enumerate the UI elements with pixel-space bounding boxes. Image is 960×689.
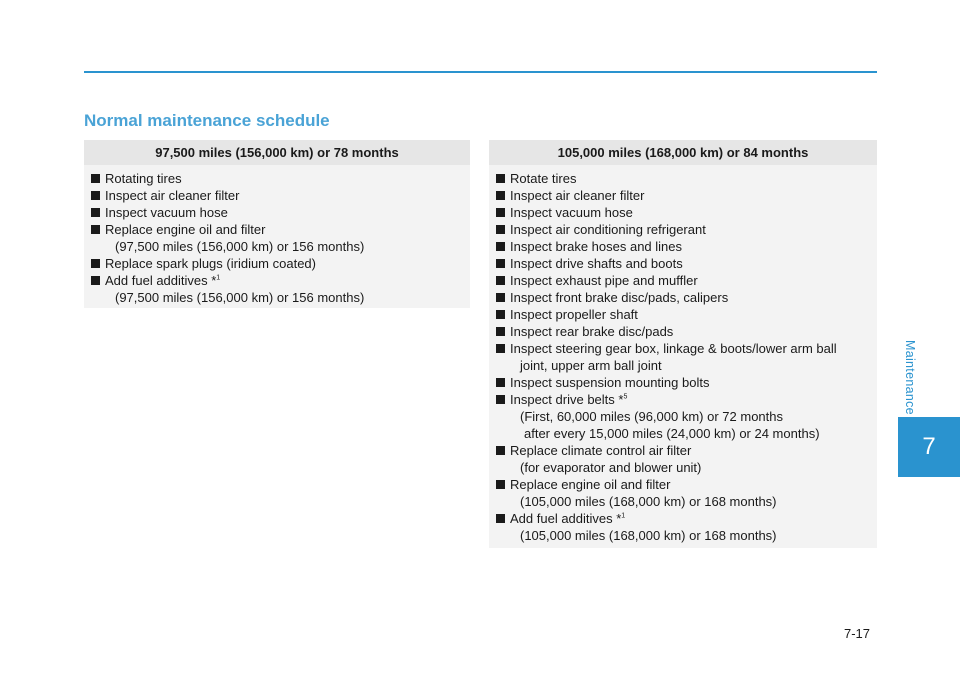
checkbox-icon [496,276,505,285]
checkbox-icon [91,191,100,200]
schedule-box-105000 [489,140,877,548]
checkbox-icon [496,174,505,183]
checklist-item: Inspect steering gear box, linkage & boots/lower arm ball [496,340,877,357]
checklist-item: Inspect brake hoses and lines [496,238,877,255]
checklist-item: Inspect air conditioning refrigerant [496,221,877,238]
checklist-item-detail: (105,000 miles (168,000 km) or 168 months) [520,528,777,543]
checkbox-icon [91,208,100,217]
checklist-item: Add fuel additives *$^1$ [91,272,470,289]
checkbox-icon [496,242,505,251]
checklist-item: Add fuel additives *$^1$ [496,510,877,527]
checkbox-icon [496,191,505,200]
checklist-item-detail: after every 15,000 miles (24,000 km) or 24 months) [524,426,820,441]
checkbox-icon [496,378,505,387]
checklist-item-detail: joint, upper arm ball joint [520,358,662,373]
footnote-ref: 1 [621,512,626,520]
checklist-item-detail: (97,500 miles (156,000 km) or 156 months) [115,290,365,305]
checklist-item: Replace climate control air filter [496,442,877,459]
schedule-box-body [84,165,470,306]
checklist-item: Inspect air cleaner filter [496,187,877,204]
checklist-item: Inspect rear brake disc/pads [496,323,877,340]
checklist-item: Replace engine oil and filter [496,476,877,493]
top-rule [84,71,877,73]
footnote-ref: 1 [216,274,221,282]
checklist-item-detail: (97,500 miles (156,000 km) or 156 months) [115,239,365,254]
checklist-item: Inspect drive shafts and boots [496,255,877,272]
checklist-item: Inspect air cleaner filter [91,187,470,204]
checkbox-icon [496,208,505,217]
checklist-item: Inspect suspension mounting bolts [496,374,877,391]
chapter-side-label: Maintenance [903,340,917,415]
section-title: Normal maintenance schedule [84,111,330,130]
checklist-item: Inspect front brake disc/pads, calipers [496,289,877,306]
schedule-box-header: 97,500 miles (156,000 km) or 78 months [84,140,470,165]
checklist-item-detail: (105,000 miles (168,000 km) or 168 months) [520,494,777,509]
chapter-tab[interactable]: 7 [898,417,960,477]
checklist-item: Rotating tires [91,170,470,187]
checklist-item: Inspect vacuum hose [91,204,470,221]
checklist-item: Inspect drive belts *$^5$ [496,391,877,408]
checklist-item: Inspect vacuum hose [496,204,877,221]
checkbox-icon [496,480,505,489]
checklist-item: Replace spark plugs (iridium coated) [91,255,470,272]
checklist-item: Inspect propeller shaft [496,306,877,323]
checkbox-icon [496,259,505,268]
checklist-item: Replace engine oil and filter [91,221,470,238]
checkbox-icon [91,276,100,285]
schedule-box-body [489,165,877,544]
checkbox-icon [496,327,505,336]
checkbox-icon [496,446,505,455]
checkbox-icon [496,344,505,353]
schedule-box-97500 [84,140,470,308]
checklist-item: Rotate tires [496,170,877,187]
checkbox-icon [496,395,505,404]
schedule-box-header: 105,000 miles (168,000 km) or 84 months [489,140,877,165]
checkbox-icon [496,225,505,234]
checkbox-icon [91,174,100,183]
footnote-ref: 5 [623,393,628,401]
checklist-item-detail: (First, 60,000 miles (96,000 km) or 72 months [520,409,783,424]
checklist-item: Inspect exhaust pipe and muffler [496,272,877,289]
checkbox-icon [496,310,505,319]
checkbox-icon [91,259,100,268]
checkbox-icon [91,225,100,234]
checkbox-icon [496,293,505,302]
checklist-item-detail: (for evaporator and blower unit) [520,460,702,475]
page-number: 7-17 [844,626,871,641]
checkbox-icon [496,514,505,523]
